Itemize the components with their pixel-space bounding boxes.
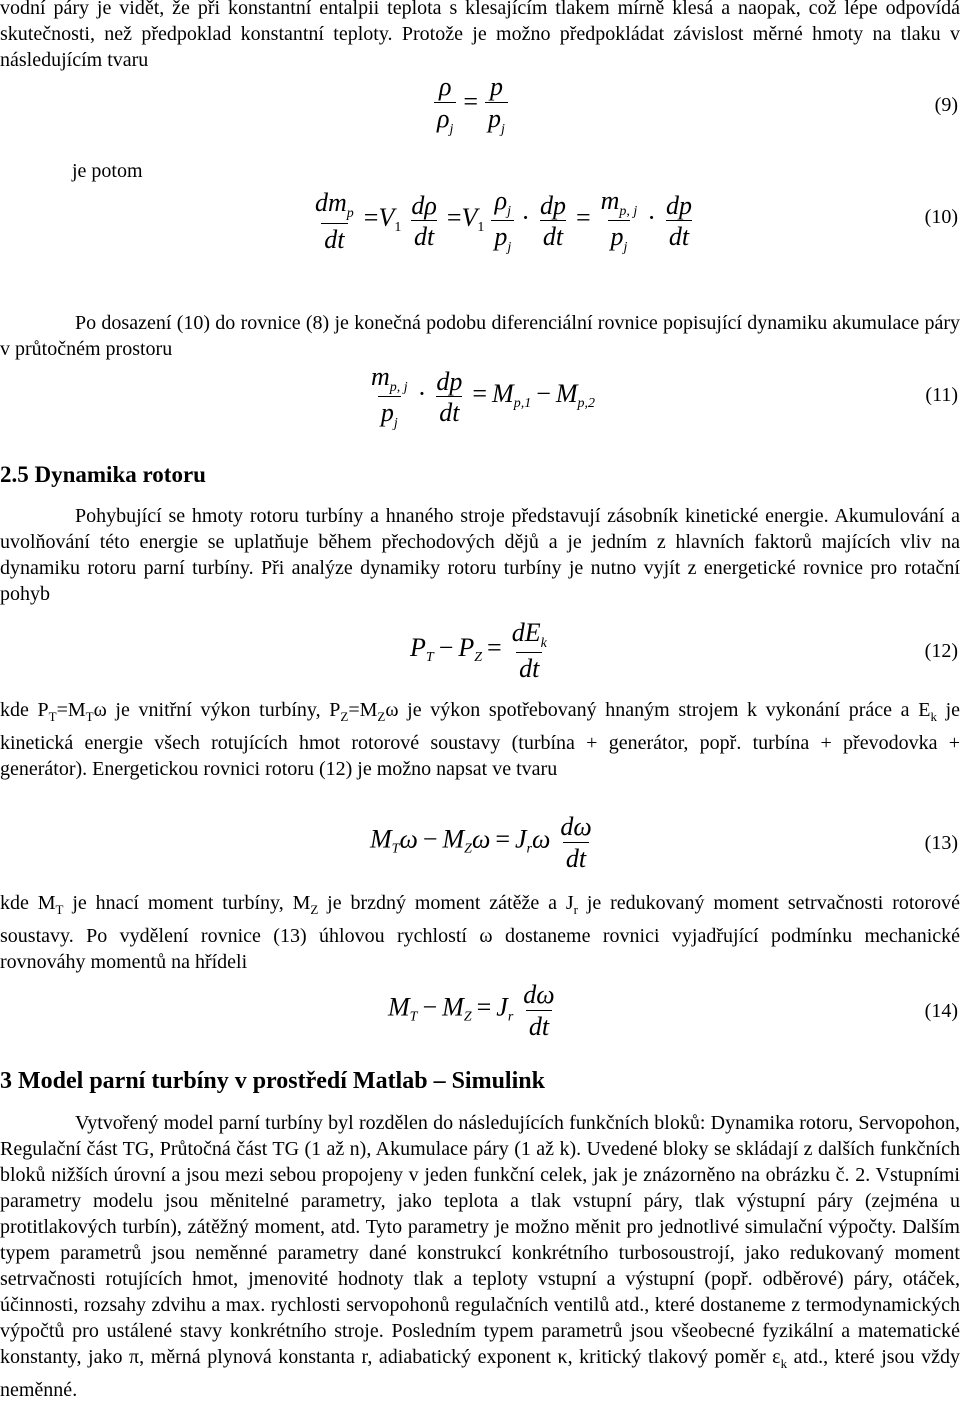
equation-9: $\frac{\rho}{\rho_j}$ = $\frac{p}{p_j}$: [432, 72, 510, 139]
equation-13-number: (13): [924, 832, 958, 854]
je-potom-text: je potom: [72, 160, 143, 182]
equation-12-number: (12): [924, 640, 958, 662]
equation-14: $M_T - M_Z = J_r$ $\frac{d\omega}{dt}$: [388, 980, 555, 1041]
section-heading-2-5: 2.5 Dynamika rotoru: [0, 462, 206, 487]
pohybujici-paragraph: Pohybující se hmoty rotoru turbíny a hnaného stroje představují zásobník kinetické energie. Akumulování a uvolňování této energie se uplatňuje během přechodových dějů a je jedním z hlavních faktorů majících vliv na dynamiku rotoru parní turbíny. Při analýze dynamiky rotoru turbíny je nutno vyjít z energetické rovnice pro rotační pohyb: [0, 505, 960, 605]
equation-12: $P_T - P_Z$ = $\frac{dE_k}{dt}$: [410, 618, 547, 684]
equation-11-number: (11): [925, 384, 958, 406]
equation-14-number: (14): [924, 1000, 958, 1022]
equation-9-number: (9): [934, 94, 958, 116]
vytvoreny-paragraph: Vytvořený model parní turbíny byl rozdělen do následujících funkčních bloků: Dynamika rotoru, Servopohon, Regulační část TG, Průtočná část TG (1 až n), Akumulace páry (1 až k). Uvedené bloky se skládají z dalších funkčních bloků nižších úrovní a jsou mezi sebou propojeny v jeden funkční celek, jak je znázorněno na obrázku č. 2. Vstupními parametry modelu jsou měnitelné parametry, jako teplota a tlak vstupní páry, tlak výstupní páry (zejména u protitlakových turbín), zátěžný moment, atd. Tyto parametry je možno měnit pro jednotlivé simulační výpočty. Dalším typem parametrů jsou neměnné parametry dané konstrukcí konkrétního turbosoustrojí, jako redukovaný moment setrvačnosti rotujících hmot, jmenovité hodnoty tlak a teploty vstupní a výstupní (popř. odběrové) páry, otáček, účinnosti, rozsahy zdvihu a max. rychlosti servopohonů regulačních ventilů atd., které dostaneme z termodynamických výpočtů pro ustálené stavy konkrétního stroje. Posledním typem parametrů jsou všeobecné fyzikální a matematické konstanty, jako π, měrná plynová konstanta r, adiabatický exponent κ, kritický tlakový poměr $\varepsilon_k$ atd., které jsou vždy neměnné.: [0, 1112, 960, 1401]
intro-paragraph: vodní páry je vidět, že při konstantní entalpii teplota s klesajícím tlakem mírně klesá a naopak, což lépe odpovídá skutečnosti, než předpoklad konstantní teploty. Protože je možno předpokládat závislost měrné hmoty na tlaku v následujícím tvaru: [0, 0, 960, 71]
section-heading-3: 3 Model parní turbíny v prostředí Matlab – Simulink: [0, 1068, 545, 1094]
po-dosazeni-paragraph: Po dosazení (10) do rovnice (8) je konečná podobu diferenciální rovnice popisující dynamiku akumulace páry v průtočném prostoru: [0, 312, 960, 360]
kde-pt-paragraph: kde $P_T=M_T\omega$ je vnitřní výkon turbíny, $P_Z=M_Z\omega$ je výkon spotřebovaný hnaným strojem k vykonání práce a $E_k$ je kinetická energie všech rotujících hmot rotorové soustavy (turbína + generátor, popř. turbína + převodovka + generátor). Energetickou rovnici rotoru (12) je možno napsat ve tvaru: [0, 699, 960, 780]
kde-mt-paragraph: kde $M_T$ je hnací moment turbíny, $M_Z$ je brzdný moment zátěže a $J_r$ je redukovaný moment setrvačnosti rotorové soustavy. Po vydělení rovnice (13) úhlovou rychlostí ω dostaneme rovnici vyjadřující podmínku mechanické rovnováhy momentů na hřídeli: [0, 892, 960, 973]
equation-13: $M_T\omega - M_Z\omega = J_r\omega$ $\frac{d\omega}{dt}$: [370, 812, 592, 873]
equation-11: $\frac{m_{p, j}}{p_j}$ · $\frac{dp}{dt}$ = $M_{p,1} - M_{p,2}$: [371, 362, 596, 432]
equation-10-number: (10): [924, 206, 958, 228]
equation-10: $\frac{dm_p}{dt}$ $=V_1$ $\frac{d\rho}{dt}$ $=V_1$ $\frac{\rho_j}{p_j}$ · $\frac{dp}{dt}$ = $\frac{m_{p, j}}{p_j}$ · $\frac{dp}{dt}$: [315, 186, 692, 256]
